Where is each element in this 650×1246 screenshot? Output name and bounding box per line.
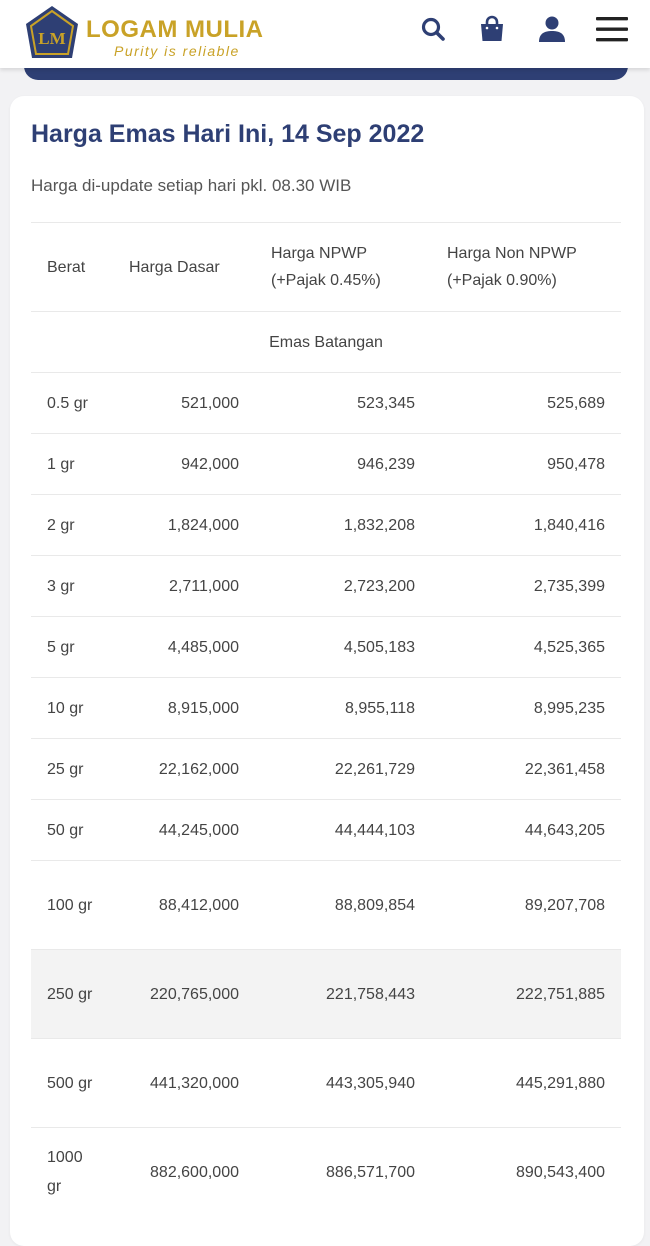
- cell-harga-npwp: 2,723,200: [255, 556, 431, 617]
- user-icon[interactable]: [535, 12, 569, 46]
- cell-berat: 100 gr: [31, 861, 113, 950]
- cell-berat: 0.5 gr: [31, 373, 113, 434]
- brand-name: LOGAM MULIA: [86, 16, 264, 43]
- cell-harga-npwp: 946,239: [255, 434, 431, 495]
- table-row: [31, 678, 621, 739]
- table-row: [31, 1039, 621, 1128]
- cell-harga-dasar: 88,412,000: [113, 861, 255, 950]
- header-harga-non-npwp: Harga Non NPWP (+Pajak 0.90%): [431, 223, 621, 312]
- table-row: [31, 739, 621, 800]
- cell-berat: 500 gr: [31, 1039, 113, 1128]
- table-row: [31, 1128, 621, 1217]
- table-row: [31, 617, 621, 678]
- cell-berat: 1000 gr: [31, 1128, 113, 1217]
- gold-price-table: [31, 222, 621, 1216]
- cell-harga-non-npwp: 950,478: [431, 434, 621, 495]
- cell-harga-dasar: 220,765,000: [113, 950, 255, 1039]
- cell-harga-npwp: 4,505,183: [255, 617, 431, 678]
- cell-harga-dasar: 882,600,000: [113, 1128, 255, 1217]
- table-row: [31, 495, 621, 556]
- cell-berat: 250 gr: [31, 950, 113, 1039]
- cell-harga-npwp: 523,345: [255, 373, 431, 434]
- cell-harga-dasar: 942,000: [113, 434, 255, 495]
- logam-mulia-logo[interactable]: [24, 4, 284, 62]
- cell-harga-npwp: 443,305,940: [255, 1039, 431, 1128]
- cell-harga-dasar: 2,711,000: [113, 556, 255, 617]
- header-harga-npwp: Harga NPWP (+Pajak 0.45%): [255, 223, 431, 312]
- cell-berat: 5 gr: [31, 617, 113, 678]
- cell-harga-dasar: 1,824,000: [113, 495, 255, 556]
- cell-harga-non-npwp: 89,207,708: [431, 861, 621, 950]
- site-header: [0, 0, 650, 68]
- table-row: [31, 373, 621, 434]
- cell-berat: 50 gr: [31, 800, 113, 861]
- cell-harga-dasar: 44,245,000: [113, 800, 255, 861]
- cell-harga-non-npwp: 222,751,885: [431, 950, 621, 1039]
- brand-tagline: Purity is reliable: [114, 43, 240, 59]
- update-note: Harga di-update setiap hari pkl. 08.30 WIB: [31, 176, 352, 195]
- cell-berat: 3 gr: [31, 556, 113, 617]
- cell-harga-non-npwp: 1,840,416: [431, 495, 621, 556]
- cell-harga-non-npwp: 22,361,458: [431, 739, 621, 800]
- cell-harga-non-npwp: 525,689: [431, 373, 621, 434]
- cell-harga-npwp: 221,758,443: [255, 950, 431, 1039]
- price-card: [10, 96, 644, 1246]
- table-row: [31, 434, 621, 495]
- svg-text:LM: LM: [38, 29, 66, 48]
- cell-harga-non-npwp: 44,643,205: [431, 800, 621, 861]
- table-row: [31, 800, 621, 861]
- cell-harga-npwp: 886,571,700: [255, 1128, 431, 1217]
- cell-berat: 1 gr: [31, 434, 113, 495]
- section-row: [31, 312, 621, 373]
- cell-harga-non-npwp: 445,291,880: [431, 1039, 621, 1128]
- search-icon[interactable]: [416, 12, 450, 46]
- cell-harga-dasar: 8,915,000: [113, 678, 255, 739]
- cell-harga-non-npwp: 890,543,400: [431, 1128, 621, 1217]
- table-row: [31, 950, 621, 1039]
- cell-harga-npwp: 44,444,103: [255, 800, 431, 861]
- cell-harga-dasar: 22,162,000: [113, 739, 255, 800]
- cell-harga-npwp: 8,955,118: [255, 678, 431, 739]
- cell-berat: 10 gr: [31, 678, 113, 739]
- shopping-bag-icon[interactable]: [475, 12, 509, 46]
- logo-badge-icon: [24, 4, 80, 60]
- cell-harga-non-npwp: 8,995,235: [431, 678, 621, 739]
- cell-harga-non-npwp: 2,735,399: [431, 556, 621, 617]
- header-harga-dasar: Harga Dasar: [113, 223, 255, 312]
- section-emas-batangan: Emas Batangan: [31, 312, 621, 373]
- table-header-row: [31, 223, 621, 312]
- header-berat: Berat: [31, 223, 113, 312]
- hamburger-menu-icon[interactable]: [595, 12, 629, 46]
- cell-harga-npwp: 22,261,729: [255, 739, 431, 800]
- table-row: [31, 861, 621, 950]
- cell-harga-npwp: 88,809,854: [255, 861, 431, 950]
- cell-harga-dasar: 441,320,000: [113, 1039, 255, 1128]
- page-title: Harga Emas Hari Ini, 14 Sep 2022: [31, 120, 425, 148]
- cell-harga-non-npwp: 4,525,365: [431, 617, 621, 678]
- cell-harga-dasar: 521,000: [113, 373, 255, 434]
- cell-berat: 2 gr: [31, 495, 113, 556]
- cell-harga-dasar: 4,485,000: [113, 617, 255, 678]
- cell-berat: 25 gr: [31, 739, 113, 800]
- cell-harga-npwp: 1,832,208: [255, 495, 431, 556]
- table-row: [31, 556, 621, 617]
